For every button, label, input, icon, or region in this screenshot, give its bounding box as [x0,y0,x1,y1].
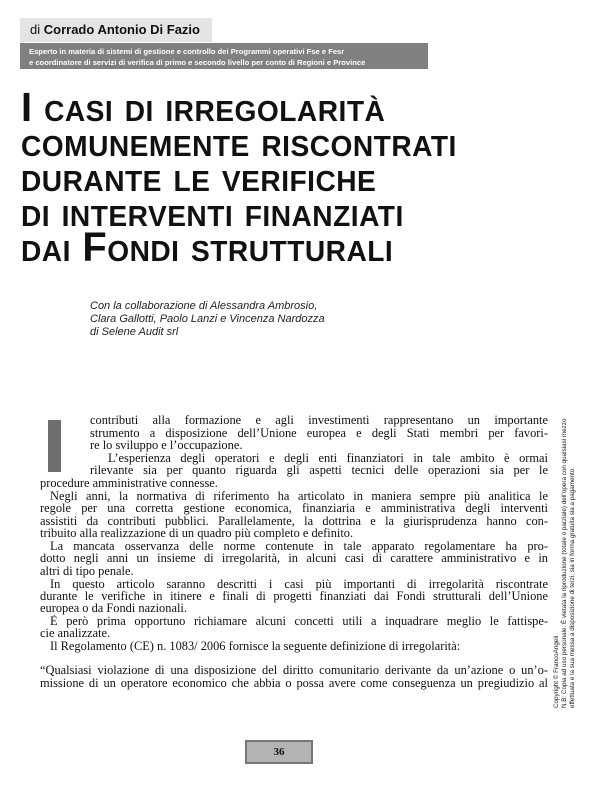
title-line: durante le verifiche [21,154,377,200]
collab-line: di Selene Audit srl [90,326,179,338]
collaboration-credits [90,300,325,339]
copyright-line: Copyright © FrancoAngeli [553,635,560,708]
title-line: comunemente riscontrati [21,119,457,165]
copyright-line: effettuata e la sua messa a disposizione di terzi, sia in forma gratuita sia a pagamento. [569,466,576,708]
collab-line: Clara Gallotti, Paolo Lanzi e Vincenza Nardozza [90,313,325,325]
body-line: cie analizzate. [40,627,111,640]
body-line: La mancata osservanza delle norme contenute in tale apparato regolamentare ha pro- [50,540,548,553]
bio-line: e coordinatore di servizi di verifica di primo e secondo livello per conto di Regioni e Province [29,58,366,67]
body-line: contributi alla formazione e agli investimenti rappresentano un importante [90,414,548,427]
body-line: L’esperienza degli operatori e degli enti finanziatori in tale ambito è ormai [108,452,548,465]
body-line: regole per una corretta gestione economica, finanziaria e amministrativa degli interventi [40,502,548,515]
body-line: tribuito alla realizzazione di un quadro più completo e definito. [40,527,354,540]
title-line: di interventi finanziati [21,189,404,235]
body-line: strumento a disposizione dell’Unione europea e degli Stati membri per favori- [90,427,548,440]
article-title [21,84,457,270]
author-prefix: di [30,22,41,37]
body-line: procedure amministrative connesse. [40,477,218,490]
page-number: 36 [245,740,313,764]
author-byline [20,18,212,42]
body-line: Negli anni, la normativa di riferimento ha articolato in maniera sempre più analitica le [50,490,548,503]
title-line: dai Fondi strutturali [21,224,394,270]
body-line: europea o da Fondi nazionali. [40,602,187,615]
drop-cap-letter [48,420,61,472]
body-line: altri di tipo penale. [40,565,134,578]
body-line: dotto negli anni un insieme di irregolarità, in alcuni casi di carattere amministrativo e in [40,552,548,565]
copyright-notice [553,419,577,708]
collab-line: Con la collaborazione di Alessandra Ambrosio, [90,300,318,312]
body-line: missione di un operatore economico che abbia o possa avere come conseguenza un pregiudizio al [40,677,548,690]
body-line: “Qualsiasi violazione di una disposizione del diritto comunitario derivante da un’azione o un’o- [40,664,548,677]
body-line: durante le verifiche in itinere e finali di progetti finanziati dai Fondi strutturali dell’Unione [40,590,548,603]
body-line: È però prima opportuno richiamare alcuni concetti utili a inquadrare meglio le fattispe- [50,615,548,628]
author-name: Corrado Antonio Di Fazio [43,22,200,37]
body-line: rilevante sia per quanto riguarda gli aspetti tecnici delle operazioni sia per le [90,464,548,477]
author-bio [20,43,428,69]
body-line: Il Regolamento (CE) n. 1083/ 2006 fornisce la seguente definizione di irregolarità: [50,640,461,653]
bio-line: Esperto in materia di sistemi di gestione e controllo dei Programmi operativi Fse e Fesr [29,47,345,56]
body-line: assistiti da contributi pubblici. Parallelamente, la dottrina e la giurisprudenza hanno con- [40,515,548,528]
body-line: re lo sviluppo e l’occupazione. [90,439,243,452]
title-line: I casi di irregolarità [21,84,386,130]
body-line: In questo articolo saranno descritti i casi più importanti di irregolarità riscontrate [50,578,548,591]
copyright-line: N.B: Copia ad uso personale. È vietata la riproduzione (totale o parziale) dell’opera con qualsiasi mezzo [561,418,568,708]
